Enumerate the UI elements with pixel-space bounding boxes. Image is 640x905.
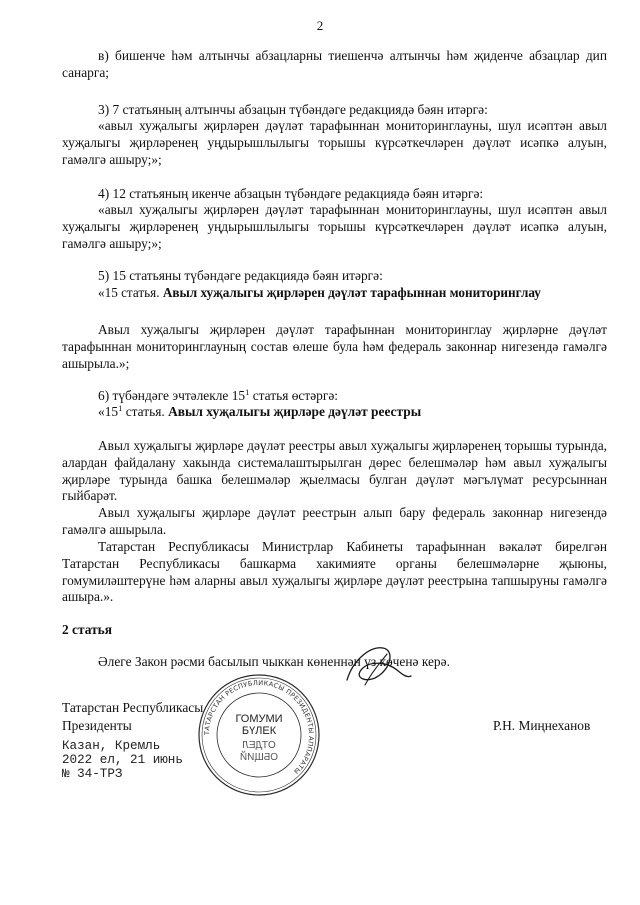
signatory-position-line2: Президенты	[62, 718, 132, 733]
article-2-text: Әлеге Закон рәсми басылып чыккан көненнән үз көченә керә.	[98, 654, 450, 669]
stamp-center-line2: БҮЛЕК	[241, 725, 277, 737]
signatory-name: Р.Н. Миңнеханов	[493, 718, 591, 733]
page-number: 2	[316, 18, 324, 33]
article-2-title: 2 статья	[62, 622, 112, 637]
article-15-label: «15 статья.	[98, 285, 163, 300]
item-5-heading: 5) 15 статьяны түбәндәге редакциядә бәян итәргә:	[98, 268, 383, 283]
item-v-paragraph: в) бишенче һәм алтынчы абзацларны тиешенчә алтынчы һәм җиденче абзацлар дип санарга;	[62, 48, 607, 80]
footer-date: 2022 ел, 21 июнь	[62, 753, 183, 767]
item-4-heading: 4) 12 статьяның икенче абзацын түбәндәге редакциядә бәян итәргә:	[98, 186, 484, 201]
item-6-heading: 6) түбәндәге эчтәлекле $15^1$ статья өстәргә:	[98, 387, 339, 403]
article-15-1-text-3: Татарстан Республикасы Министрлар Кабинеты тарафыннан вәкаләт бирелгән Татарстан Республикасы башкарма хакимияте органы белешмәләрне җыюны, гомумиләштерүне һәм аларны авыл хуҗалыгы җирләре дәүләт реестрына тапшыруны гамәлгә ашыра.».	[62, 539, 607, 605]
handwritten-signature	[325, 640, 415, 690]
item-3-text: «авыл хуҗалыгы җирләрен дәүләт тарафыннан мониторинглауны, шул исәптән авыл хуҗалыгы җирләренең уңдырышлылыгы торышы күрсәткечләрен дәүләт исәпкә алуын, гамәлгә ашыру;»;	[62, 118, 607, 167]
stamp-mirror-line1: ОТДЕЛ	[242, 740, 276, 751]
stamp-mirror-line2: ОБЩИЙ	[239, 752, 279, 763]
article-15-title	[62, 285, 607, 302]
stamp-center-line1: ГОМУМИ	[235, 713, 283, 725]
article-15-text: Авыл хуҗалыгы җирләрен дәүләт тарафыннан мониторинглау җирләрне дәүләт тарафыннан мониторинглауның состав өлеше була һәм федераль законнар нигезендә гамәлгә ашырыла.»;	[62, 322, 607, 371]
article-15-1-heading: Авыл хуҗалыгы җирләре дәүләт реестры	[168, 404, 422, 419]
item-4-text: «авыл хуҗалыгы җирләрен дәүләт тарафыннан мониторинглауны, шул исәптән авыл хуҗалыгы җирләренең уңдырышлылыгы торышы күрсәткечләрен дәүләт исәпкә алуын, гамәлгә ашыру;»;	[62, 202, 607, 251]
article-15-1-text-2: Авыл хуҗалыгы җирләре дәүләт реестрын алып бару федераль законнар нигезендә гамәлгә ашырыла.	[62, 505, 607, 537]
official-stamp	[196, 672, 322, 798]
footer-place: Казан, Кремль	[62, 739, 161, 753]
item-3-heading: 3) 7 статьяның алтынчы абзацын түбәндәге редакциядә бәян итәргә:	[98, 102, 488, 117]
footer-number: № 34-ТРЗ	[62, 767, 123, 781]
stamp-ring-text: ТАТАРСТАН РЕСПУБЛИКАСЫ ПРЕЗИДЕНТЫ АППАРАТЫ	[202, 678, 316, 776]
signatory-position-line1: Татарстан Республикасы	[62, 700, 204, 715]
article-15-1-title: «$15^1$ статья. Авыл хуҗалыгы җирләре дәүләт реестры	[98, 403, 422, 419]
article-15-1-text-1: Авыл хуҗалыгы җирләре дәүләт реестры авыл хуҗалыгы җирләренең торышы турында, алардан файдалану хакында системалаштырылган дөрес белешмәләр һәм авыл хуҗалыгы җирләре турында башка белешмәләр җыелмасы булган дәүләт мәгълүмат ресурсыннан гыйбарәт.	[62, 438, 607, 504]
article-15-heading: Авыл хуҗалыгы җирләрен дәүләт тарафыннан мониторинглау	[162, 285, 541, 300]
